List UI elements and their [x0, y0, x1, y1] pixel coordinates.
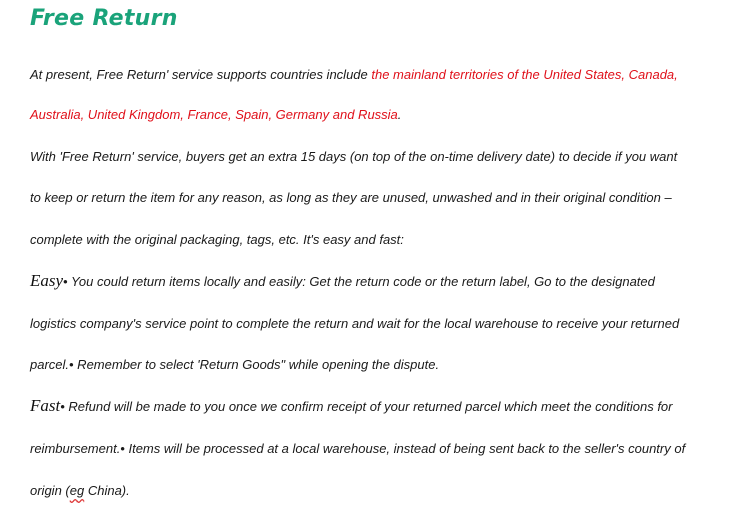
easy-line-1: [30, 273, 655, 290]
eg-text: eg: [69, 483, 85, 498]
easy-line-3: parcel.• Remember to select 'Return Goods" while opening the dispute.: [30, 357, 440, 372]
fast-text-3-suffix: China).: [84, 483, 130, 498]
description-line-3: complete with the original packaging, tags, etc. It's easy and fast:: [30, 232, 404, 247]
intro-period: .: [397, 107, 402, 122]
intro-line-1: [30, 67, 678, 83]
easy-label: Easy: [30, 271, 64, 290]
description-line-2: to keep or return the item for any reason, as long as they are unused, unwashed and in their original condition –: [30, 190, 672, 205]
fast-line-2: reimbursement.• Items will be processed at a local warehouse, instead of being sent back to the seller's country of: [30, 441, 686, 456]
intro-prefix: At present, Free Return' service supports countries include: [30, 67, 372, 82]
intro-line-2: [30, 107, 401, 123]
fast-line-3: [30, 483, 130, 499]
fast-text-3-prefix: origin (: [30, 483, 70, 498]
fast-label: Fast: [30, 396, 61, 415]
countries-text-1: the mainland territories of the United States, Canada,: [371, 67, 678, 82]
fast-line-1: [30, 398, 673, 415]
easy-text-1: • You could return items locally and easily: Get the return code or the return label, Go to the designated: [63, 274, 655, 289]
countries-text-2: Australia, United Kingdom, France, Spain, Germany and Russia: [30, 107, 398, 122]
easy-line-2: logistics company's service point to complete the return and wait for the local warehouse to receive your returned: [30, 316, 680, 331]
page-title: Free Return: [30, 6, 178, 31]
description-line-1: With 'Free Return' service, buyers get an extra 15 days (on top of the on-time delivery date) to decide if you want: [30, 149, 678, 164]
fast-text-1: • Refund will be made to you once we confirm receipt of your returned parcel which meet the conditions for: [60, 399, 673, 414]
